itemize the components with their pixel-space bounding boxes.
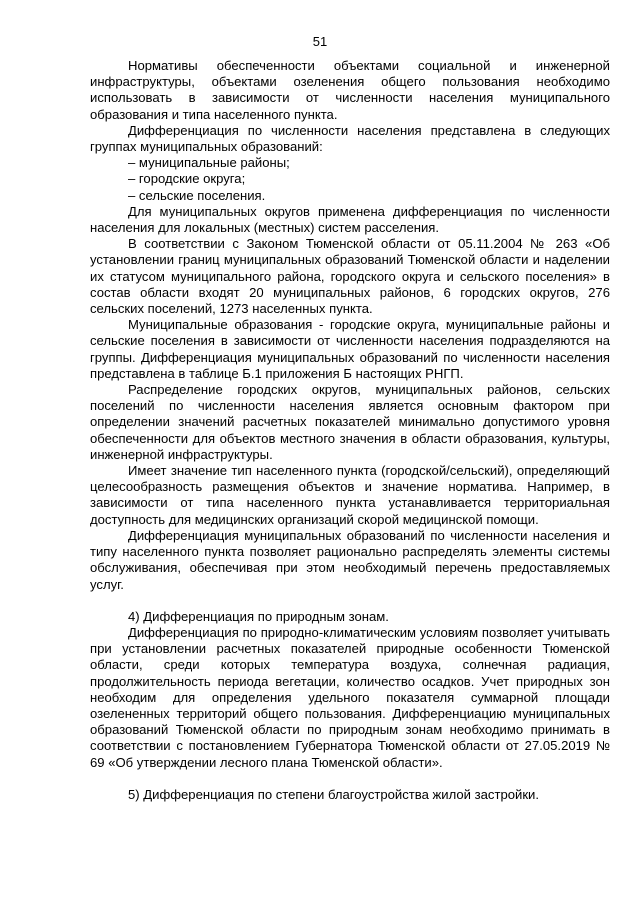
paragraph-spacer <box>90 593 610 609</box>
list-item: – сельские поселения. <box>128 187 266 203</box>
paragraph: Дифференциация муниципальных образований по численности населения и типу населенного пункта позволяет рационально распределять элементы системы обслуживания, обеспечивая при этом необходимый перечень предоставляемых услуг. <box>90 527 610 592</box>
paragraph: Муниципальные образования - городские округа, муниципальные районы и сельские поселения в зависимости от численности населения подразделяются на группы. Дифференциация муниципальных образований по численности населения представлена в таблице Б.1 приложения Б настоящих РНГП. <box>90 317 610 381</box>
list-item: – городские округа; <box>128 171 246 187</box>
list-item: – муниципальные районы; <box>128 155 290 171</box>
paragraph: Дифференциация по численности населения представлена в следующих группах муниципальных образований: <box>90 122 610 155</box>
page-number: 51 <box>312 34 328 49</box>
paragraph-spacer <box>90 771 610 787</box>
paragraph: Имеет значение тип населенного пункта (городской/сельский), определяющий целесообразность размещения объектов и значение норматива. Например, в зависимости от типа населенного пункта устанавливается территориальная доступность для медицинских организаций скорой медицинской помощи. <box>90 463 610 527</box>
paragraph: Дифференциация по природно-климатическим условиям позволяет учитывать при установлении расчетных показателей природные особенности Тюменской области, среди которых температура воздуха, солнечная радиация, продолжительность периода вегетации, количество осадков. Учет природных зон необходим для определения удельного показателя суммарной площади озелененных территорий общего пользования. Дифференциацию муниципальных образований Тюменской области по природным зонам необходимо принимать в соответствии с постановлением Губернатора Тюменской области от 27.05.2019 № 69 «Об утверждении лесного плана Тюменской области». <box>90 624 610 770</box>
paragraph: Нормативы обеспеченности объектами социальной и инженерной инфраструктуры, объектами озеленения общего пользования необходимо использовать в зависимости от численности населения муниципального образования и типа населенного пункта. <box>90 58 610 122</box>
section-heading-natural-zones: 4) Дифференциация по природным зонам. <box>128 608 389 624</box>
paragraph: Для муниципальных округов применена дифференциация по численности населения для локальных (местных) систем расселения. <box>90 203 610 236</box>
section-heading-improvement: 5) Дифференциация по степени благоустройства жилой застройки. <box>128 786 540 802</box>
document-body <box>90 58 610 803</box>
paragraph: Распределение городских округов, муниципальных районов, сельских поселений по численности населения является основным фактором при определении значений расчетных показателей минимально допустимого уровня обеспеченности для объектов местного значения в области образования, культуры, инженерной инфраструктуры. <box>90 382 610 462</box>
paragraph: В соответствии с Законом Тюменской области от 05.11.2004 № 263 «Об установлении границ муниципальных образований Тюменской области и наделении их статусом муниципального района, городского округа и сельского поселения» в состав области входят 20 муниципальных районов, 6 городских округов, 276 сельских поселений, 1273 населенных пункта. <box>90 236 610 317</box>
